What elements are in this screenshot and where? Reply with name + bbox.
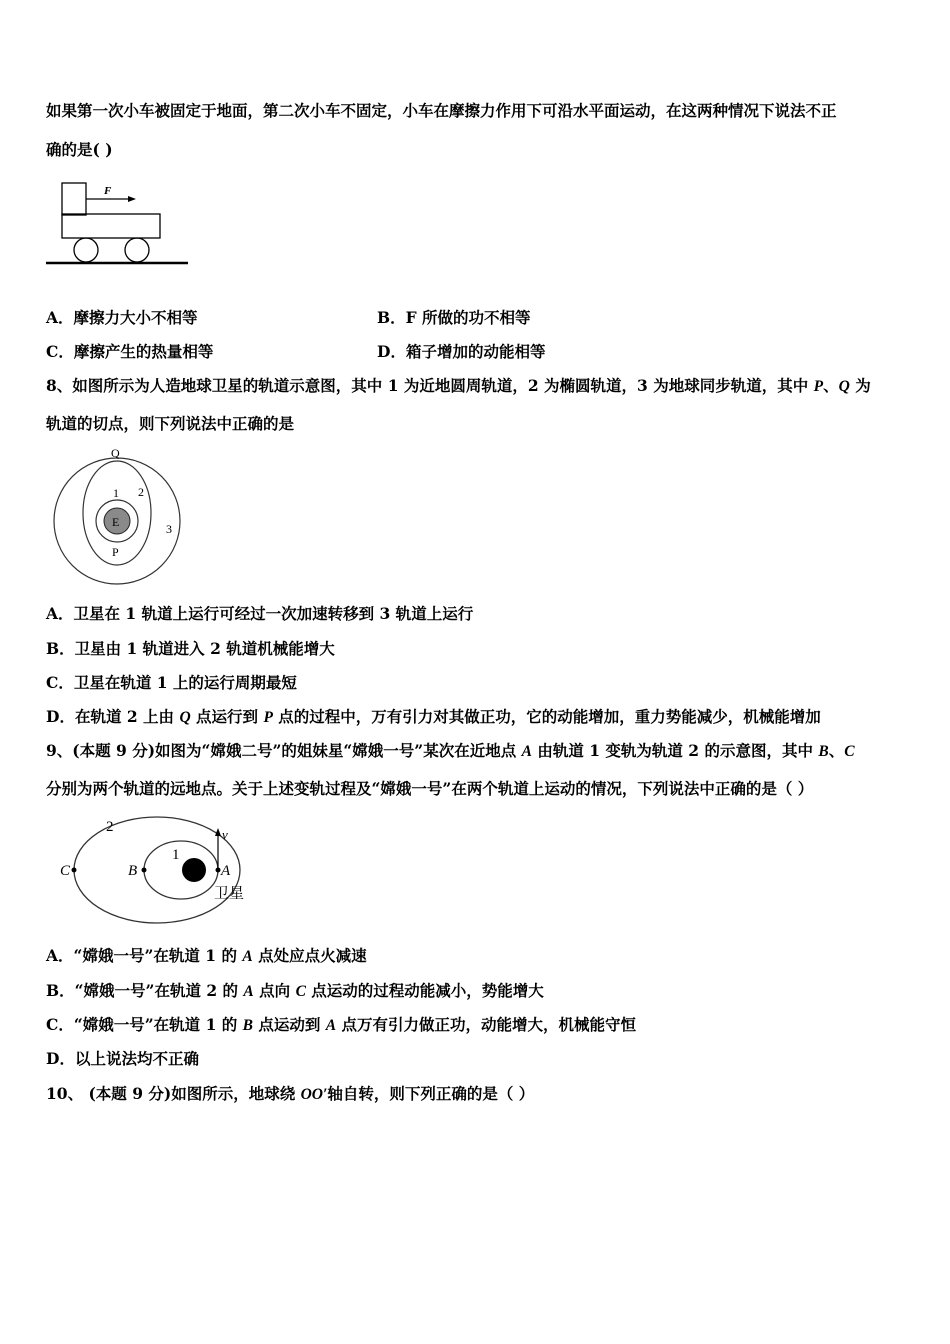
wheel-left <box>74 238 98 262</box>
point-q-label: Q <box>111 446 120 460</box>
change-orbit-figure <box>46 814 266 926</box>
q9-option-c: C．“嫦娥一号”在轨道 1 的 B 点运动到 A 点万有引力做正功，动能增大，机械能守恒 <box>46 1015 637 1034</box>
q9-option-d: D．以上说法均不正确 <box>46 1049 199 1068</box>
satellite-label: 卫星 <box>214 884 245 902</box>
q8-option-a: A．卫星在 1 轨道上运行可经过一次加速转移到 3 轨道上运行 <box>46 604 474 623</box>
q9-stem-line1: 9、(本题 9 分)如图为“嫦娥二号”的姐妹星“嫦娥一号”某次在近地点 A 由轨道 1 变轨为轨道 2 的示意图，其中 B、C <box>46 741 855 760</box>
force-label: F <box>104 185 112 197</box>
orbit-1-label: 1 <box>172 847 180 863</box>
cart-figure <box>46 180 191 270</box>
earth-label: E <box>112 515 120 529</box>
q7-stem-line1: 如果第一次小车被固定于地面，第二次小车不固定，小车在摩擦力作用下可沿水平面运动，在这两种情况下说法不正 <box>46 101 837 120</box>
q8-option-c: C．卫星在轨道 1 上的运行周期最短 <box>46 673 297 692</box>
q8-option-d: D．在轨道 2 上由 Q 点运行到 P 点的过程中，万有引力对其做正功，它的动能增加，重力势能减少，机械能增加 <box>46 707 821 726</box>
q9-option-a: A．“嫦娥一号”在轨道 1 的 A 点处应点火减速 <box>46 946 367 965</box>
orbit-2-label: 2 <box>106 819 114 835</box>
point-p-label: P <box>112 545 119 559</box>
q7-option-c: C．摩擦产生的热量相等 <box>46 342 214 361</box>
q7-stem-line2: 确的是( ) <box>46 140 113 159</box>
q8-stem-line2: 轨道的切点，则下列说法中正确的是 <box>46 414 295 433</box>
q7-option-b: B．F 所做的功不相等 <box>377 308 531 327</box>
point-c <box>72 868 77 873</box>
orbit-figure <box>46 444 196 589</box>
orbit-1-label: 1 <box>113 486 119 500</box>
earth <box>182 858 206 882</box>
point-b <box>142 868 147 873</box>
q7-option-a: A．摩擦力大小不相等 <box>46 308 198 327</box>
q7-option-d: D．箱子增加的动能相等 <box>377 342 546 361</box>
point-c-label: C <box>60 863 71 879</box>
velocity-label: v <box>222 827 228 842</box>
q9-option-b: B．“嫦娥一号”在轨道 2 的 A 点向 C 点运动的过程动能减小，势能增大 <box>46 981 544 1000</box>
wheel-right <box>125 238 149 262</box>
orbit-2 <box>74 817 240 923</box>
box <box>62 183 86 215</box>
cart-body <box>62 214 160 238</box>
q10-stem: 10、 (本题 9 分)如图所示，地球绕 OO′轴自转，则下列正确的是（ ） <box>46 1084 535 1103</box>
point-b-label: B <box>128 863 138 879</box>
q8-option-b: B．卫星由 1 轨道进入 2 轨道机械能增大 <box>46 639 335 658</box>
q8-stem-line1: 8、如图所示为人造地球卫星的轨道示意图，其中 1 为近地圆周轨道，2 为椭圆轨道，3 为地球同步轨道，其中 P、Q 为 <box>46 376 871 395</box>
point-a-label: A <box>221 863 231 879</box>
orbit-2-label: 2 <box>138 485 144 499</box>
q9-stem-line2: 分别为两个轨道的远地点。关于上述变轨过程及“嫦娥一号”在两个轨道上运动的情况，下列说法中正确的是（ ） <box>46 779 814 798</box>
orbit-1 <box>144 841 218 899</box>
force-arrowhead <box>128 196 136 202</box>
orbit-3-label: 3 <box>166 522 172 536</box>
